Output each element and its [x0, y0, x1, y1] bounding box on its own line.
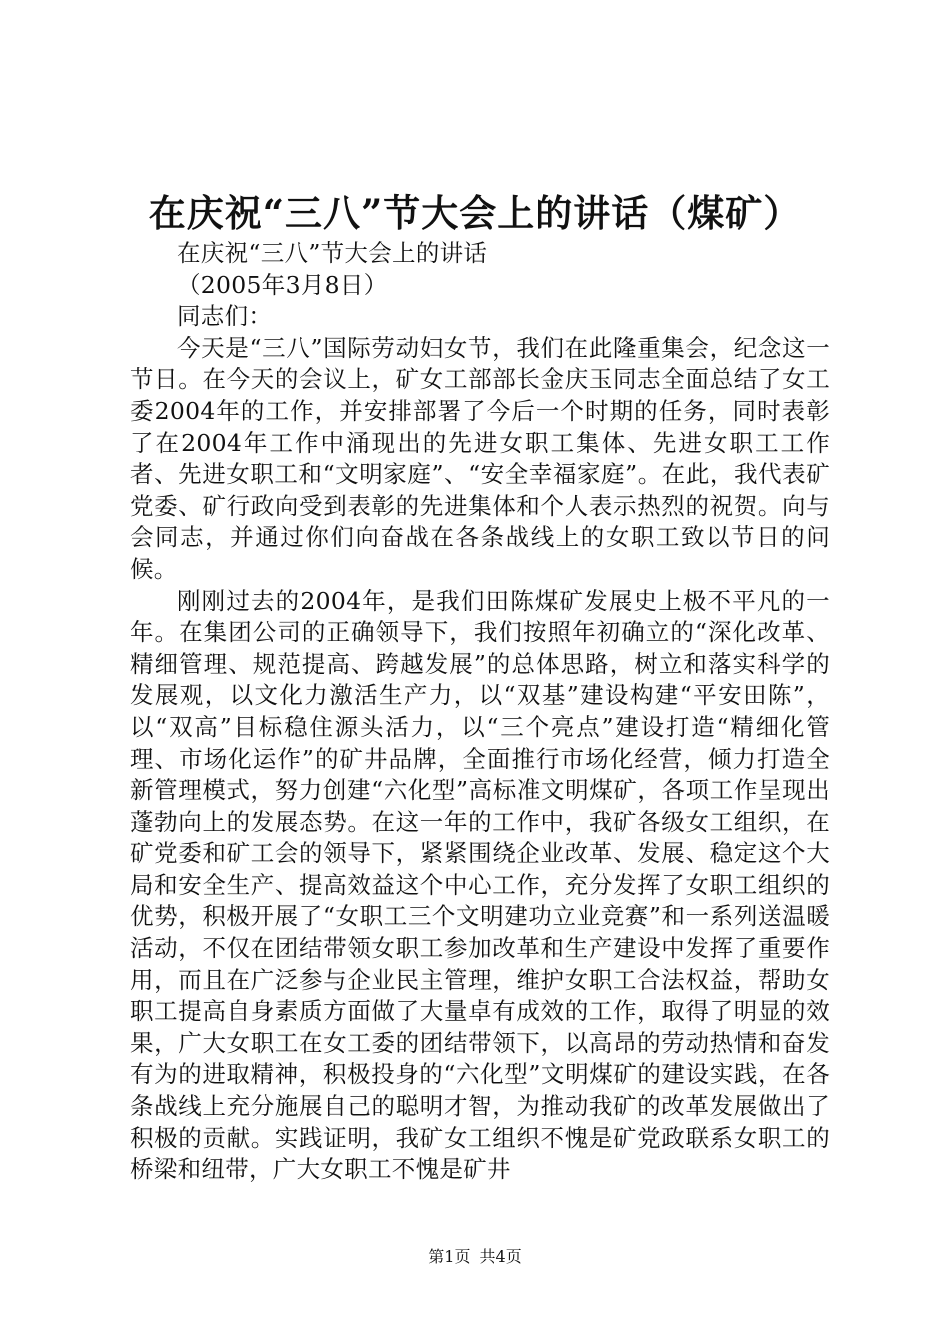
paragraph-2: 刚刚过去的2004年，是我们田陈煤矿发展史上极不平凡的一年。在集团公司的正确领导下，我们按照年初确立的“深化改革、精细管理、规范提高、跨越发展”的总体思路，树立和落实科学的发展观，以文化力激活生产力，以“双基”建设构建“平安田陈”，以“双高”目标稳住源头活力，以“三个亮点”建设打造“精细化管理、市场化运作”的矿井品牌，全面推行市场化经营，倾力打造全新管理模式，努力创建“六化型”高标准文明煤矿，各项工作呈现出蓬勃向上的发展态势。在这一年的工作中，我矿各级女工组织，在矿党委和矿工会的领导下，紧紧围绕企业改革、发展、稳定这个大局和安全生产、提高效益这个中心工作，充分发挥了女职工组织的优势，积极开展了“女职工三个文明建功立业竞赛”和一系列送温暖活动，不仅在团结带领女职工参加改革和生产建设中发挥了重要作用，而且在广泛参与企业民主管理，维护女职工合法权益，帮助女职工提高自身素质方面做了大量卓有成效的工作，取得了明显的效果，广大女职工在女工委的团结带领下，以高昂的劳动热情和奋发有为的进取精神，积极投身的“六化型”文明煤矿的建设实践，在各条战线上充分施展自己的聪明才智，为推动我矿的改革发展做出了积极的贡献。实践证明，我矿女工组织不愧是矿党政联系女职工的桥梁和纽带，广大女职工不愧是矿井 — [130, 586, 830, 1184]
speech-date: （2005年3月8日） — [177, 270, 388, 299]
document-title: 在庆祝“三八”节大会上的讲话（煤矿） — [148, 191, 802, 235]
paragraph-1: 今天是“三八”国际劳动妇女节，我们在此隆重集会，纪念这一节日。在今天的会议上，矿女工部部长金庆玉同志全面总结了女工委2004年的工作，并安排部署了今后一个时期的任务，同时表彰了在2004年工作中涌现出的先进女职工集体、先进女职工工作者、先进女职工和“文明家庭”、“安全幸福家庭”。在此，我代表矿党委、矿行政向受到表彰的先进集体和个人表示热烈的祝贺。向与会同志，并通过你们向奋战在各条战线上的女职工致以节日的问候。 — [130, 333, 830, 583]
salutation: 同志们： — [177, 302, 273, 331]
page-number: 第1页 — [428, 1247, 471, 1266]
document-body — [130, 238, 830, 1186]
page-footer — [0, 1244, 950, 1267]
page-total: 共4页 — [479, 1247, 522, 1266]
speech-subtitle: 在庆祝“三八”节大会上的讲话 — [177, 239, 488, 267]
